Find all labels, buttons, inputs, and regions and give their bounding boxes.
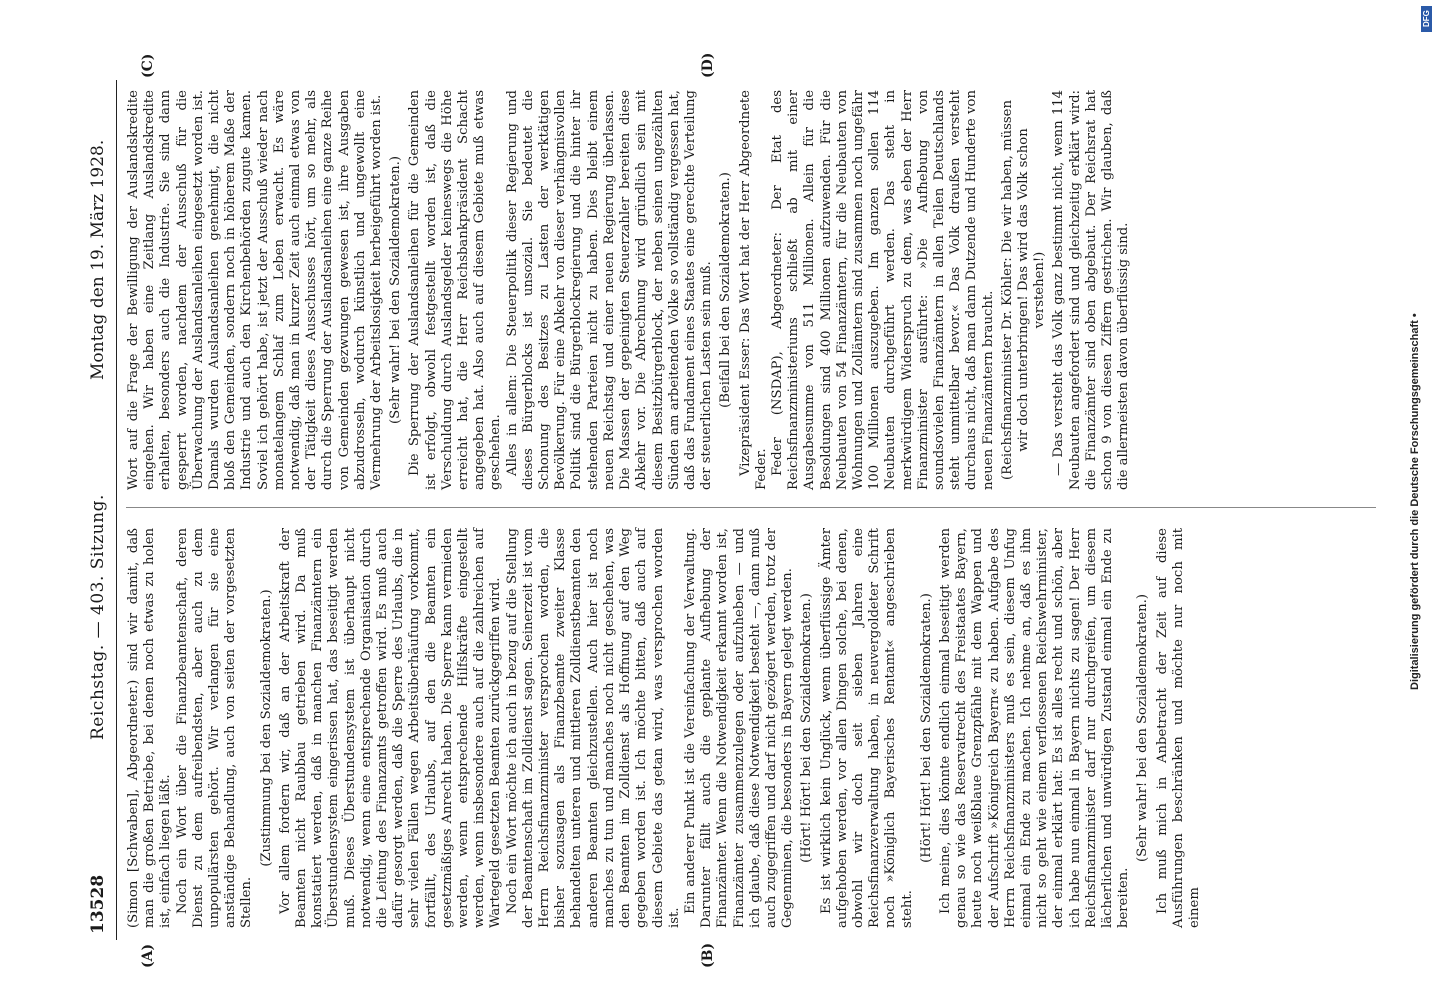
margin-mark-c: (C) xyxy=(140,53,156,78)
paragraph: (Reichsfinanzminister Dr. Köhler: Die wir haben, müssen wir doch unterbringen! Das wird das Volk schon verstehen!) xyxy=(999,100,1048,480)
paragraph: Wort auf die Frage der Bewilligung der Auslandskredite eingehen. Wir haben eine Zeitlang Auslandskredite erhalten, besonders auch die Industrie. Sie sind dann gesperrt worden, nachdem der Ausschuß für die Überwachung der Auslandsanleihen eingesetzt worden ist. Damals wurden Auslandsanleihen genehmigt, die nicht bloß den Gemeinden, sondern noch in höherem Maße der Industrie und auch den Kirchenbehörden zugute kamen. Soviel ich gehört habe, ist jetzt der Ausschuß wieder nach monatelangem Schlaf zum Leben erwacht. Es wäre notwendig, daß man in kurzer Zeit auch einmal etwas von der Tätigkeit dieses Ausschusses hört, um so mehr, als durch die Sperrung der Auslandsanleihen eine ganze Reihe von Gemeinden gezwungen gewesen ist, ihre Ausgaben abzudrosseln, wodurch künstlich und ungewollt eine Vermehrung der Arbeitslosigkeit herbeigeführt worden ist. xyxy=(126,90,385,490)
paragraph: Alles in allem: Die Steuerpolitik dieser Regierung und dieses Bürgerblocks ist unsozial. Sie bedeutet die Schonung des Besitzes zu Lasten der werktätigen Bevölkerung. Für eine Abkehr von dieser verhängnisvollen Politik sind die Bürgerblockregierung und die hinter ihr stehenden Parteien nicht zu haben. Dies bleibt einem neuen Reichstag und einer neuen Regierung überlassen. Die Massen der gepeinigten Steuerzahler bereiten diese Abkehr vor. Die Abrechnung wird gründlich sein mit diesem Besitzbürgerblock, der neben seinen ungezählten Sünden am arbeitenden Volke so vollständig vergessen hat, daß das Fundament eines Staates eine gerechte Verteilung der steuerlichen Lasten sein muß. xyxy=(504,90,715,490)
paragraph: Feder (NSDAP), Abgeordneter: Der Etat des Reichsfinanzministeriums schließt ab mit einer Ausgabesumme von 511 Millionen. Allein für die Besoldungen sind 400 Millionen aufzuwenden. Für die Neubauten von 54 Finanzämtern, für die Neubauten von Wohnungen und Zollämtern sind zusammen noch ungefähr 100 Millionen auszugeben. Im ganzen sollen 114 Neubauten durchgeführt werden. Das steht in merkwürdigem Widerspruch zu dem, was eben der Herr Finanzminister ausführte: »Die Aufhebung von soundsovielen Finanzämtern in allen Teilen Deutschlands steht unmittelbar bevor.« Das Volk draußen versteht durchaus nicht, daß man dann Dutzende und Hunderte von neuen Finanzämtern braucht. xyxy=(769,90,996,490)
paragraph: (Sehr wahr! bei den Sozialdemokraten.) xyxy=(1135,594,1151,862)
paragraph: Es ist wirklich kein Unglück, wenn überflüssige Ämter aufgehoben werden, vor allen Dingen solche, bei denen, obwohl wir doch seit sieben Jahren eine Reichsfinanzverwaltung haben, in neuvergoldeter Schrift noch »Königlich Bayerisches Rentamt« angeschrieben steht. xyxy=(818,528,915,928)
page-header xyxy=(80,80,117,940)
paragraph: Noch ein Wort über die Finanzbeamtenschaft, deren Dienst zu dem aufreibendsten, aber auch zu dem unpopulärsten gehört. Wir verlangen für sie eine anständige Behandlung, auch von seiten der vorgesetzten Stellen. xyxy=(174,528,255,928)
margin-mark-a: (A) xyxy=(140,943,156,968)
margin-mark-b: (B) xyxy=(700,942,716,968)
paragraph: (Hört! Hört! bei den Sozialdemokraten.) xyxy=(918,593,934,863)
margin-mark-d: (D) xyxy=(700,52,716,78)
page-date: Montag den 19. März 1928. xyxy=(88,139,108,380)
left-column xyxy=(126,528,1203,928)
paragraph: (Hört! Hört! bei den Sozialdemokraten.) xyxy=(799,593,815,863)
paragraph: Ich meine, dies könnte endlich einmal beseitigt werden genau so wie das Reservatrecht des Freistaates Bayern, heute noch weißblaue Grenzpfähle mit dem Wappen und der Aufschrift »Königreich Bayern« zu haben. Aufgabe des Herrn Reichsfinanzministers muß es sein, diesem Unfug einmal ein Ende zu machen. Ich nehme an, daß es ihm nicht so geht wie einem verflossenen Reichswehrminister, der einmal erklärt hat: Es ist alles recht und schön, aber ich habe nun einmal in Bayern nichts zu sagen! Der Herr Reichsfinanzminister darf nur durchgreifen, um diesem lächerlichen und unwürdigen Zustand einmal ein Ende zu bereiten. xyxy=(937,528,1132,928)
paragraph: — Das versteht das Volk ganz bestimmt nicht, wenn 114 Neubauten angefordert sind und gleichzeitig erklärt wird: die Finanzämter sind oben abgebaut. Der Reichsrat hat schon 9 von diesen Ziffern gestrichen. Wir glauben, daß die allermeisten davon überflüssig sind. xyxy=(1051,90,1132,490)
page-number: 13528 xyxy=(88,874,108,934)
column-divider xyxy=(126,507,1376,508)
paragraph: (Beifall bei den Sozialdemokraten.) xyxy=(718,172,734,408)
paragraph: Vizepräsident Esser: Das Wort hat der Herr Abgeordnete Feder. xyxy=(737,90,769,490)
paragraph: (Simon [Schwaben], Abgeordneter.) sind wir damit, daß man die großen Betriebe, bei denen noch etwas zu holen ist, einfach liegen läßt. xyxy=(126,528,174,928)
page-running-title: Reichstag. — 403. Sitzung. xyxy=(88,494,108,740)
paragraph: Noch ein Wort möchte ich auch in bezug auf die Stellung der Beamtenschaft im Zolldienst sagen. Seinerzeit ist vom Herrn Reichsfinanzminister versprochen worden, die bisher sozusagen als Finanzbeamte zweiter Klasse behandelten unteren und mittleren Zolldienstbeamten den anderen Beamten gleichzustellen. Auch hier ist noch manches zu tun und manches noch nicht geschehen, was den Beamten im Zolldienst als Hoffnung auf den Weg gegeben worden ist. Ich möchte bitten, daß auch auf diesem Gebiete das getan wird, was versprochen worden ist. xyxy=(504,528,682,928)
paragraph: (Sehr wahr! bei den Sozialdemokraten.) xyxy=(388,156,404,424)
paragraph: Ein anderer Punkt ist die Vereinfachung der Verwaltung. Darunter fällt auch die geplante Aufhebung der Finanzämter. Wenn die Notwendigkeit erkannt worden ist, Finanzämter zusammenzulegen oder aufzuheben — und ich glaube, daß diese Notwendigkeit besteht —, dann muß auch zugegriffen und darf nicht gezögert werden, trotz der Gegenminen, die besonders in Bayern gelegt werden. xyxy=(682,528,796,928)
paragraph: Vor allem fordern wir, daß an der Arbeitskraft der Beamten nicht Raubbau getrieben wird. Da muß konstatiert werden, daß in manchen Finanzämtern ein Überstundensystem eingerissen hat, das beseitigt werden muß. Dieses Überstundensystem ist überhaupt nicht notwendig, wenn eine entsprechende Organisation durch die Leitung des Finanzamts getroffen wird. Es muß auch dafür gesorgt werden, daß die Sperre des Urlaubs, die in sehr vielen Fällen wegen Arbeitsüberhäufung vorkommt, fortfällt, des Urlaubs, auf den die Beamten ein gesetzmäßiges Anrecht haben. Die Sperre kann vermieden werden, wenn entsprechende Hilfskräfte eingestellt werden, wenn insbesondere auch auf die zahlreichen auf Wartegeld gesetzten Beamten zurückgegriffen wird. xyxy=(277,528,504,928)
rotated-document-page xyxy=(80,52,1400,968)
right-column xyxy=(126,90,1132,490)
paragraph: Die Sperrung der Auslandsanleihen für die Gemeinden ist erfolgt, obwohl festgestellt worden ist, daß die Verschuldung durch Auslandsgelder keineswegs die Höhe erreicht hat, die Herr Reichsbankpräsident Schacht angegeben hat. Also auch auf diesem Gebiete muß etwas geschehen. xyxy=(407,90,504,490)
dfg-logo: DFG xyxy=(1421,6,1432,32)
digitization-credit: Digitalisierung gefördert durch die Deutsche Forschungsgemeinschaft • xyxy=(1409,313,1421,690)
paragraph: Ich muß mich in Anbetracht der Zeit auf diese Ausführungen beschränken und möchte nur noch mit einem xyxy=(1154,528,1202,928)
paragraph: (Zustimmung bei den Sozialdemokraten.) xyxy=(258,589,274,867)
